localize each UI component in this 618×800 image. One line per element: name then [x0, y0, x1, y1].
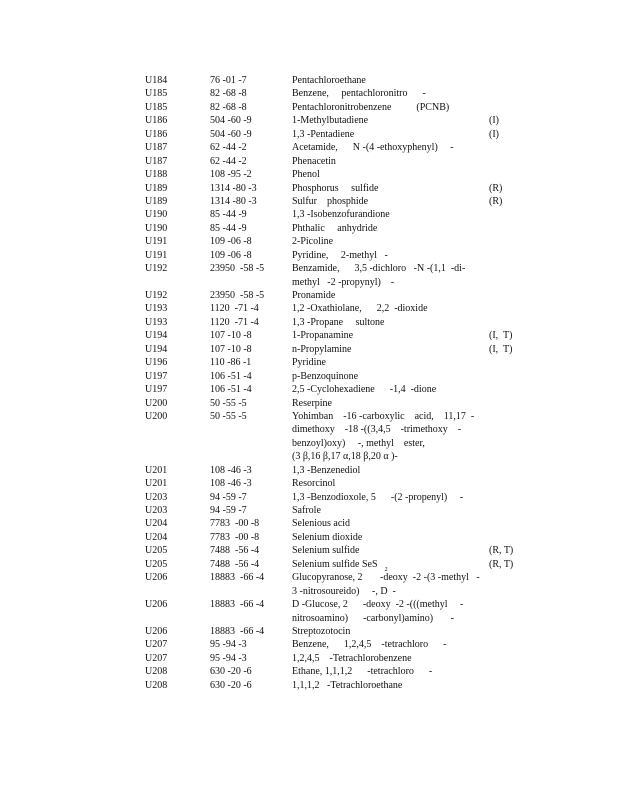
substance-name	[292, 370, 358, 383]
substance-name-text: Phenol	[292, 169, 320, 181]
substance-name-text: 1,3 -Propane sultone	[292, 316, 385, 328]
hazard-code: (R, T)	[489, 558, 514, 570]
row-first-line	[0, 182, 618, 195]
row-first-line	[0, 222, 618, 235]
substance-name	[292, 249, 388, 262]
substance-name	[292, 544, 360, 557]
table-row	[0, 249, 618, 262]
row-first-line	[0, 464, 618, 477]
substance-name	[292, 491, 463, 504]
substance-name-text: 2,5 -Cyclohexadiene -1,4 -dione	[292, 384, 437, 396]
hazard-code: (R)	[489, 182, 503, 194]
table-row	[0, 141, 618, 154]
cas-number: 110 -86 -1	[210, 357, 252, 369]
cas-number: 7783 -00 -8	[210, 531, 260, 543]
substance-name	[292, 222, 377, 235]
substance-name-text: Benzamide, 3,5 -dichloro -N -(1,1 -di-	[292, 263, 466, 275]
row-first-line	[0, 101, 618, 114]
waste-code: U193	[145, 316, 168, 328]
substance-name	[292, 585, 396, 598]
substance-name-text: Selenium sulfide	[292, 545, 360, 557]
cas-number: 504 -60 -9	[210, 115, 252, 127]
substance-name-text: Benzene, 1,2,4,5 -tetrachloro -	[292, 639, 447, 651]
cas-number: 109 -06 -8	[210, 249, 252, 261]
waste-code: U206	[145, 572, 168, 584]
substance-name-text: 1,3 -Benzenediol	[292, 464, 361, 476]
row-first-line	[0, 544, 618, 557]
substance-name	[292, 302, 428, 315]
waste-code: U206	[145, 625, 168, 637]
row-first-line	[0, 329, 618, 342]
table-row	[0, 114, 618, 127]
cas-number: 82 -68 -8	[210, 101, 247, 113]
row-first-line	[0, 504, 618, 517]
substance-name	[292, 195, 368, 208]
substance-name-text: Acetamide, N -(4 -ethoxyphenyl) -	[292, 142, 454, 154]
table-row	[0, 343, 618, 356]
substance-name-text: Glucopyranose, 2 -deoxy -2 -(3 -methyl -	[292, 572, 480, 584]
row-first-line	[0, 356, 618, 369]
waste-code: U207	[145, 639, 168, 651]
waste-code: U204	[145, 518, 168, 530]
table-row	[0, 208, 618, 221]
cas-number: 18883 -66 -4	[210, 625, 265, 637]
waste-code: U197	[145, 384, 168, 396]
substance-name	[292, 235, 333, 248]
waste-code: U191	[145, 249, 168, 261]
table-row	[0, 235, 618, 248]
substance-name-text: dimethoxy -18 -((3,4,5 -trimethoxy -	[292, 424, 462, 436]
row-continuation-line	[0, 585, 618, 598]
substance-name-text: Selenium sulfide SeS	[292, 558, 378, 570]
waste-code: U184	[145, 75, 168, 86]
table-row	[0, 316, 618, 329]
waste-code: U185	[145, 88, 168, 100]
table-row	[0, 571, 618, 598]
cas-number: 62 -44 -2	[210, 155, 247, 167]
table-row	[0, 262, 618, 289]
row-first-line	[0, 679, 618, 692]
cas-number: 94 -59 -7	[210, 491, 247, 503]
table-row	[0, 558, 618, 571]
waste-code: U205	[145, 558, 168, 570]
substance-name-text: Sulfur phosphide	[292, 195, 369, 207]
row-first-line	[0, 128, 618, 141]
substance-name-text: Reserpine	[292, 397, 332, 409]
cas-number: 62 -44 -2	[210, 142, 247, 154]
substance-name-text: Pyridine, 2-methyl -	[292, 249, 388, 261]
substance-name-text: n-Propylamine	[292, 343, 352, 355]
substance-name	[292, 504, 321, 517]
table-row	[0, 464, 618, 477]
row-first-line	[0, 141, 618, 154]
substance-name-text: methyl -2 -propynyl) -	[292, 276, 395, 288]
row-first-line	[0, 343, 618, 356]
row-first-line	[0, 74, 618, 87]
substance-name-text: 2-Picoline	[292, 236, 334, 248]
cas-number: 109 -06 -8	[210, 236, 252, 248]
waste-code: U187	[145, 155, 168, 167]
table-row	[0, 128, 618, 141]
substance-name-text: 1-Propanamine	[292, 330, 354, 342]
waste-code: U207	[145, 652, 168, 664]
table-row	[0, 222, 618, 235]
cas-number: 7488 -56 -4	[210, 545, 260, 557]
substance-name	[292, 74, 366, 87]
substance-name-text: Pronamide	[292, 290, 336, 301]
cas-number: 108 -46 -3	[210, 478, 252, 490]
substance-name-text: Resorcinol	[292, 478, 336, 490]
substance-name	[292, 450, 398, 463]
waste-code: U194	[145, 343, 168, 355]
row-first-line	[0, 397, 618, 410]
hazardous-waste-list	[0, 74, 618, 692]
cas-number: 50 -55 -5	[210, 397, 247, 409]
cas-number: 18883 -66 -4	[210, 599, 265, 611]
substance-name	[292, 679, 402, 692]
substance-name	[292, 477, 335, 490]
table-row	[0, 195, 618, 208]
table-row	[0, 625, 618, 638]
substance-name-text: Phosphorus sulfide	[292, 182, 379, 194]
substance-name-text: benzoyl)oxy) -, methyl ester,	[292, 437, 425, 449]
waste-code: U187	[145, 142, 168, 154]
cas-number: 504 -60 -9	[210, 128, 252, 140]
row-first-line	[0, 558, 618, 571]
table-row	[0, 598, 618, 625]
substance-name	[292, 168, 320, 181]
substance-name-text: Ethane, 1,1,1,2 -tetrachloro -	[292, 666, 433, 678]
row-continuation-line	[0, 450, 618, 463]
cas-number: 95 -94 -3	[210, 639, 247, 651]
substance-name-text: Phenacetin	[292, 155, 336, 167]
substance-name	[292, 410, 474, 423]
waste-code: U203	[145, 491, 168, 503]
cas-number: 76 -01 -7	[210, 75, 247, 86]
row-first-line	[0, 168, 618, 181]
cas-number: 1314 -80 -3	[210, 195, 257, 207]
waste-code: U194	[145, 330, 168, 342]
substance-name	[292, 571, 480, 584]
table-row	[0, 329, 618, 342]
substance-name	[292, 625, 350, 638]
substance-name	[292, 182, 378, 195]
table-row	[0, 397, 618, 410]
substance-name	[292, 638, 446, 651]
waste-code: U208	[145, 679, 168, 691]
substance-name-text: 1,1,1,2 -Tetrachloroethane	[292, 679, 403, 691]
hazard-code: (I, T)	[489, 330, 513, 342]
row-first-line	[0, 316, 618, 329]
table-row	[0, 491, 618, 504]
waste-code: U191	[145, 236, 168, 248]
row-first-line	[0, 625, 618, 638]
substance-name	[292, 464, 360, 477]
waste-code: U204	[145, 531, 168, 543]
row-first-line	[0, 638, 618, 651]
row-first-line	[0, 235, 618, 248]
substance-name	[292, 289, 335, 302]
substance-name	[292, 208, 390, 221]
table-row	[0, 289, 618, 302]
table-row	[0, 87, 618, 100]
cas-number: 107 -10 -8	[210, 330, 252, 342]
row-first-line	[0, 87, 618, 100]
substance-name-text: D -Glucose, 2 -deoxy -2 -(((methyl -	[292, 599, 464, 611]
cas-number: 1120 -71 -4	[210, 303, 259, 315]
row-first-line	[0, 665, 618, 678]
row-first-line	[0, 517, 618, 530]
waste-code: U189	[145, 182, 168, 194]
table-row	[0, 370, 618, 383]
row-first-line	[0, 652, 618, 665]
row-first-line	[0, 383, 618, 396]
row-continuation-line	[0, 612, 618, 625]
cas-number: 630 -20 -6	[210, 666, 252, 678]
row-first-line	[0, 249, 618, 262]
substance-name	[292, 665, 432, 678]
row-first-line	[0, 195, 618, 208]
row-first-line	[0, 598, 618, 611]
substance-name-text: Pyridine	[292, 357, 326, 369]
waste-code: U190	[145, 209, 168, 221]
substance-name-text: Safrole	[292, 505, 321, 516]
table-row	[0, 302, 618, 315]
table-row	[0, 74, 618, 87]
substance-name-text: 1,3 -Pentadiene	[292, 128, 355, 140]
waste-code: U208	[145, 666, 168, 678]
cas-number: 23950 -58 -5	[210, 290, 265, 301]
waste-code: U200	[145, 410, 168, 422]
substance-name	[292, 155, 336, 168]
row-first-line	[0, 477, 618, 490]
row-continuation-line	[0, 276, 618, 289]
table-row	[0, 101, 618, 114]
substance-name	[292, 316, 385, 329]
substance-name	[292, 397, 332, 410]
row-continuation-line	[0, 423, 618, 436]
substance-name	[292, 652, 412, 665]
waste-code: U186	[145, 128, 168, 140]
cas-number: 7783 -00 -8	[210, 518, 260, 530]
substance-name-text: 1,3 -Isobenzofurandione	[292, 209, 390, 221]
waste-code: U188	[145, 169, 168, 181]
waste-code: U192	[145, 263, 168, 275]
substance-name-text: 1,2 -Oxathiolane, 2,2 -dioxide	[292, 303, 428, 315]
substance-name-text: Yohimban -16 -carboxylic acid, 11,17 -	[292, 410, 475, 422]
cas-number: 108 -95 -2	[210, 169, 252, 181]
waste-code: U205	[145, 545, 168, 557]
waste-code: U190	[145, 222, 168, 234]
waste-code: U189	[145, 195, 168, 207]
substance-name-text: nitrosoamino) -carbonyl)amino) -	[292, 612, 454, 624]
table-row	[0, 652, 618, 665]
substance-name	[292, 598, 463, 611]
row-first-line	[0, 571, 618, 584]
substance-name-text: Pentachloroethane	[292, 75, 366, 86]
substance-name	[292, 87, 426, 100]
waste-code: U185	[145, 101, 168, 113]
table-row	[0, 356, 618, 369]
substance-name	[292, 423, 461, 436]
row-first-line	[0, 208, 618, 221]
row-first-line	[0, 302, 618, 315]
cas-number: 23950 -58 -5	[210, 263, 265, 275]
cas-number: 94 -59 -7	[210, 505, 247, 516]
table-row	[0, 182, 618, 195]
table-row	[0, 410, 618, 464]
table-row	[0, 638, 618, 651]
table-row	[0, 531, 618, 544]
hazard-code: (I)	[489, 115, 499, 127]
table-row	[0, 155, 618, 168]
substance-name-text: 1,2,4,5 -Tetrachlorobenzene	[292, 652, 412, 664]
substance-name-text: 1-Methylbutadiene	[292, 115, 369, 127]
row-first-line	[0, 114, 618, 127]
cas-number: 95 -94 -3	[210, 652, 247, 664]
substance-name	[292, 101, 449, 114]
waste-code: U192	[145, 290, 168, 301]
row-first-line	[0, 370, 618, 383]
table-row	[0, 477, 618, 490]
table-row	[0, 517, 618, 530]
row-first-line	[0, 491, 618, 504]
substance-name	[292, 141, 454, 154]
substance-name	[292, 329, 353, 342]
substance-name	[292, 114, 368, 127]
cas-number: 7488 -56 -4	[210, 558, 260, 570]
row-first-line	[0, 262, 618, 275]
cas-number: 85 -44 -9	[210, 222, 247, 234]
cas-number: 1314 -80 -3	[210, 182, 257, 194]
substance-name-text: Benzene, pentachloronitro -	[292, 88, 426, 100]
hazard-code: (I, T)	[489, 343, 513, 355]
subscript: 2	[384, 566, 388, 573]
substance-name-text: Phthalic anhydride	[292, 222, 378, 234]
table-row	[0, 383, 618, 396]
table-row	[0, 504, 618, 517]
table-row	[0, 665, 618, 678]
waste-code: U193	[145, 303, 168, 315]
cas-number: 630 -20 -6	[210, 679, 252, 691]
row-first-line	[0, 531, 618, 544]
substance-name	[292, 558, 388, 573]
substance-name	[292, 262, 465, 275]
hazard-code: (R, T)	[489, 545, 514, 557]
row-continuation-line	[0, 437, 618, 450]
substance-name-text: Pentachloronitrobenzene (PCNB)	[292, 101, 450, 113]
cas-number: 18883 -66 -4	[210, 572, 265, 584]
substance-name-text: 3 -nitrosoureido) -, D -	[292, 585, 396, 597]
hazard-code: (R)	[489, 195, 503, 207]
cas-number: 107 -10 -8	[210, 343, 252, 355]
waste-code: U200	[145, 397, 168, 409]
row-first-line	[0, 410, 618, 423]
waste-code: U201	[145, 464, 168, 476]
cas-number: 106 -51 -4	[210, 370, 252, 382]
cas-number: 85 -44 -9	[210, 209, 247, 221]
waste-code: U196	[145, 357, 168, 369]
substance-name-text: (3 β,16 β,17 α,18 β,20 α )-	[292, 451, 398, 463]
substance-name	[292, 531, 362, 544]
cas-number: 108 -46 -3	[210, 464, 252, 476]
substance-name-text: p-Benzoquinone	[292, 370, 359, 382]
hazard-code: (I)	[489, 128, 499, 140]
row-first-line	[0, 155, 618, 168]
cas-number: 50 -55 -5	[210, 410, 247, 422]
substance-name	[292, 612, 454, 625]
substance-name-text: Selenium dioxide	[292, 531, 363, 543]
table-row	[0, 168, 618, 181]
substance-name-text: Selenious acid	[292, 518, 351, 530]
waste-code: U197	[145, 370, 168, 382]
cas-number: 106 -51 -4	[210, 384, 252, 396]
waste-code: U203	[145, 505, 168, 516]
substance-name	[292, 276, 394, 289]
table-row	[0, 679, 618, 692]
substance-name-text: Streptozotocin	[292, 625, 351, 637]
substance-name	[292, 356, 326, 369]
substance-name	[292, 343, 351, 356]
cas-number: 82 -68 -8	[210, 88, 247, 100]
table-row	[0, 544, 618, 557]
substance-name	[292, 383, 436, 396]
row-first-line	[0, 289, 618, 302]
waste-code: U206	[145, 599, 168, 611]
cas-number: 1120 -71 -4	[210, 316, 259, 328]
substance-name-text: 1,3 -Benzodioxole, 5 -(2 -propenyl) -	[292, 491, 464, 503]
substance-name	[292, 128, 354, 141]
waste-code: U201	[145, 478, 168, 490]
waste-code: U186	[145, 115, 168, 127]
substance-name	[292, 437, 425, 450]
substance-name	[292, 517, 350, 530]
